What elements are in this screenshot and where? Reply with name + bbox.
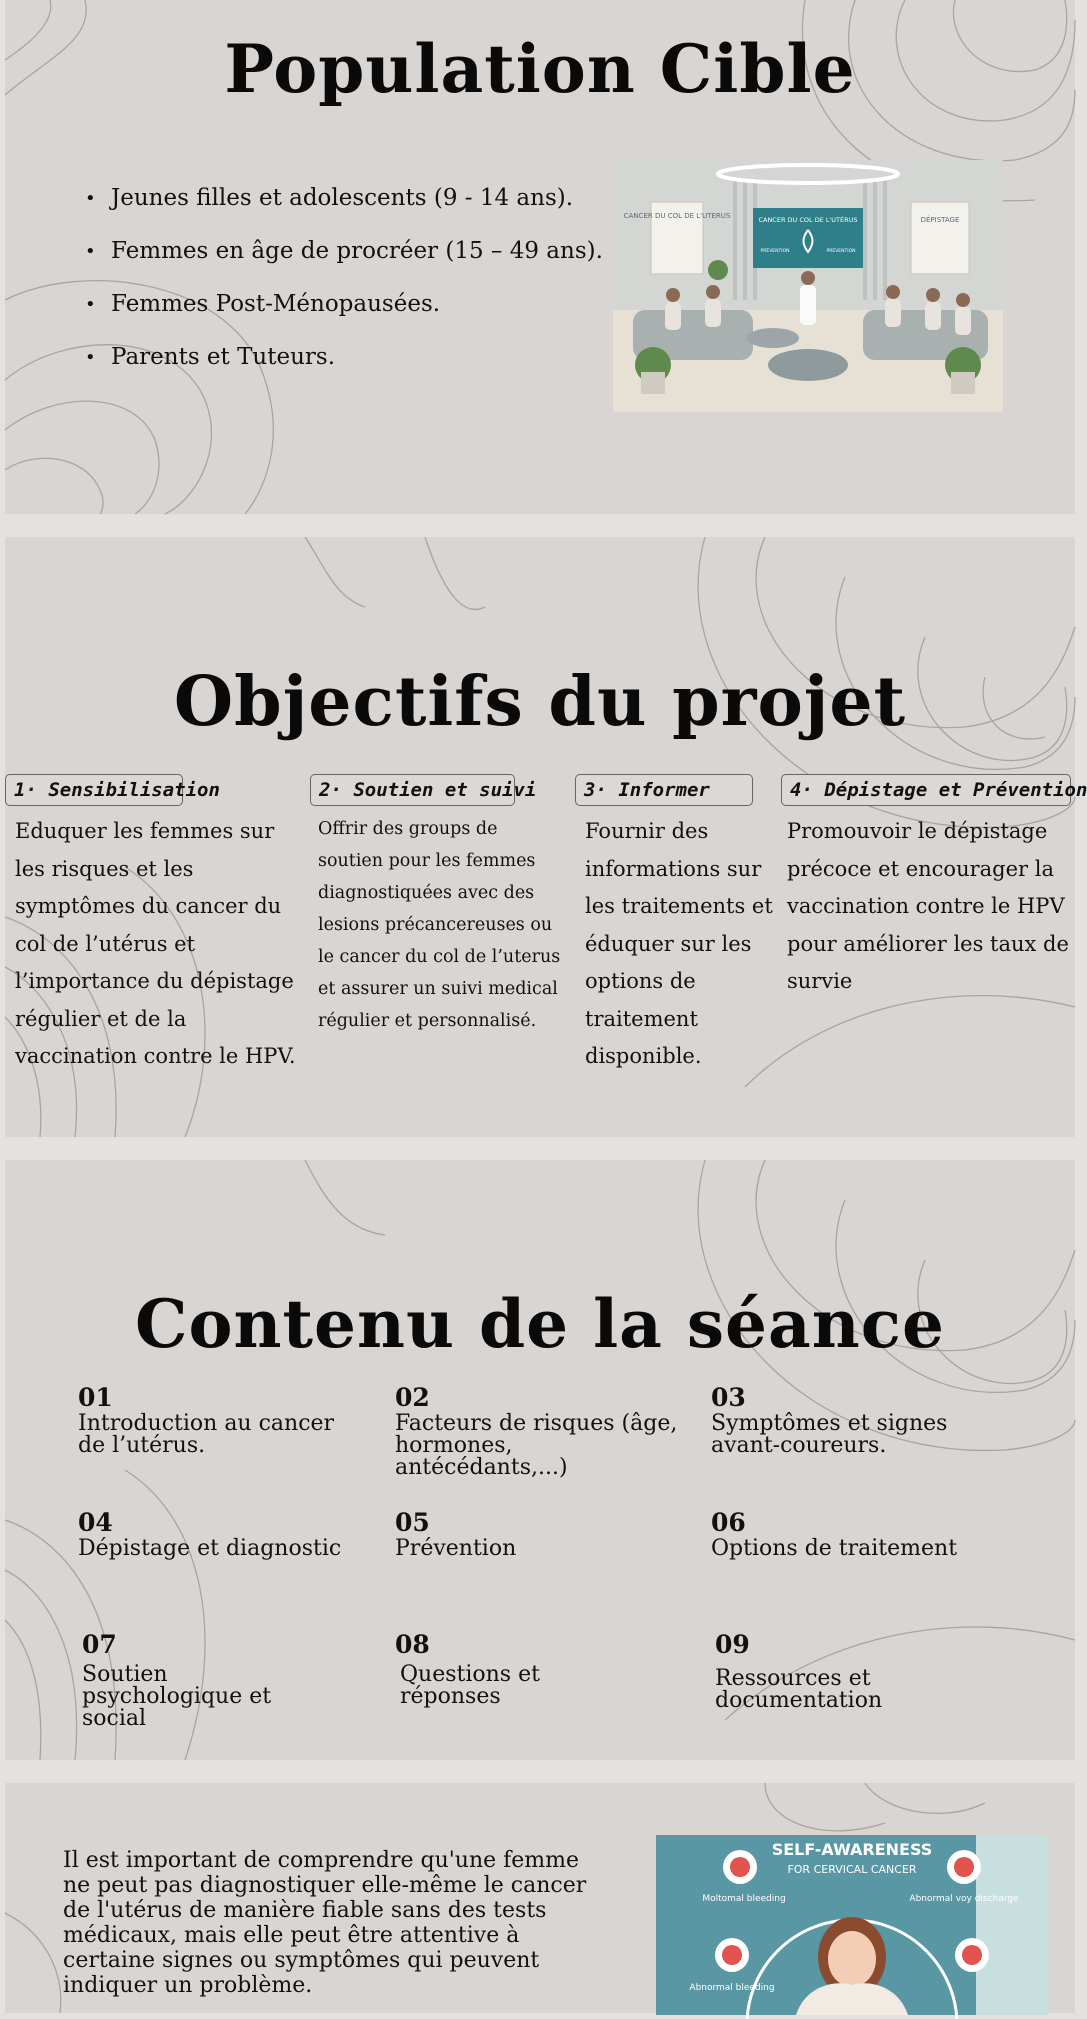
objective-text-soutien: Offrir des groups de soutien pour les femmes diagnostiquées avec des lesions précancereuses ou le cancer du col de l’uterus et assurer un suivi medical régulier et personnalisé. bbox=[318, 819, 561, 1031]
content-item-09 bbox=[715, 1630, 955, 1712]
item-text: Introduction au cancer de l’utérus. bbox=[78, 1411, 335, 1458]
infographic-illustration bbox=[656, 1835, 1048, 2015]
item-text: Questions et réponses bbox=[400, 1662, 540, 1709]
content-item-02 bbox=[395, 1383, 685, 1479]
svg-text:CANCER DU COL DE L'UTERUS: CANCER DU COL DE L'UTERUS bbox=[623, 212, 731, 220]
section-title: Contenu de la séance bbox=[135, 1285, 945, 1363]
item-text: Ressources et documentation bbox=[715, 1666, 883, 1713]
target-population-list bbox=[85, 172, 603, 384]
item-number: 04 bbox=[78, 1508, 113, 1537]
svg-text:Abnormal voy discharge: Abnormal voy discharge bbox=[909, 1894, 1019, 1904]
item-number: 05 bbox=[395, 1508, 430, 1537]
objective-heading-depistage: 4· Dépistage et Prévention bbox=[781, 774, 1071, 806]
item-number: 02 bbox=[395, 1383, 430, 1412]
content-item-01 bbox=[78, 1383, 358, 1457]
svg-text:PRÉVENTION: PRÉVENTION bbox=[826, 249, 856, 254]
list-item: • Femmes en âge de procréer (15 – 49 ans). bbox=[111, 225, 603, 278]
item-number: 09 bbox=[715, 1630, 750, 1659]
self-awareness-infographic bbox=[656, 1835, 1048, 2015]
svg-text:PRÉVENTION: PRÉVENTION bbox=[760, 249, 790, 254]
item-text: Soutien psychologique et social bbox=[82, 1662, 272, 1731]
svg-text:DÉPISTAGE: DÉPISTAGE bbox=[920, 216, 960, 224]
item-text: Prévention bbox=[395, 1536, 517, 1561]
item-number: 07 bbox=[82, 1630, 117, 1659]
list-item: • Femmes Post-Ménopausées. bbox=[111, 278, 603, 331]
objective-text-depistage: Promouvoir le dépistage précoce et encourager la vaccination contre le HPV pour améliorer les taux de survie bbox=[787, 819, 1069, 993]
objective-text-sensibilisation: Eduquer les femmes sur les risques et les symptômes du cancer du col de l’utérus et l’importance du dépistage régulier et de la vaccination contre le HPV. bbox=[15, 819, 296, 1068]
objective-heading-informer: 3· Informer bbox=[575, 774, 753, 806]
content-item-05 bbox=[395, 1508, 685, 1560]
svg-text:FOR CERVICAL CANCER: FOR CERVICAL CANCER bbox=[787, 1863, 917, 1876]
objective-text-informer: Fournir des informations sur les traitements et éduquer sur les options de traitement disponible. bbox=[585, 819, 773, 1068]
content-item-06 bbox=[711, 1508, 1011, 1560]
item-text: Facteurs de risques (âge, hormones, antécédants,...) bbox=[395, 1411, 678, 1480]
item-number: 08 bbox=[395, 1630, 430, 1659]
item-text: Symptômes et signes avant-coureurs. bbox=[711, 1411, 948, 1458]
svg-text:SELF-AWARENESS: SELF-AWARENESS bbox=[771, 1840, 933, 1859]
item-text: Options de traitement bbox=[711, 1536, 958, 1561]
svg-text:CANCER DU COL DE L'UTÉRUS: CANCER DU COL DE L'UTÉRUS bbox=[758, 216, 858, 224]
slide-population-cible bbox=[5, 0, 1075, 514]
content-item-04 bbox=[78, 1508, 378, 1560]
item-text: Dépistage et diagnostic bbox=[78, 1536, 342, 1561]
content-item-03 bbox=[711, 1383, 991, 1457]
section-title: Objectifs du projet bbox=[173, 662, 907, 742]
list-item: • Jeunes filles et adolescents (9 - 14 ans). bbox=[111, 172, 603, 225]
awareness-paragraph: Il est important de comprendre qu'une femme ne peut pas diagnostiquer elle-même le cancer de l'utérus de manière fiable sans des tests médicaux, mais elle peut être attentive à certaine signes ou symptômes qui peuvent indiquer un problème. bbox=[63, 1848, 587, 1998]
content-item-07 bbox=[82, 1630, 312, 1730]
item-number: 01 bbox=[78, 1383, 113, 1412]
list-item: • Parents et Tuteurs. bbox=[111, 331, 603, 384]
page-title: Population Cible bbox=[224, 30, 856, 108]
item-number: 06 bbox=[711, 1508, 746, 1537]
content-item-08 bbox=[395, 1630, 595, 1708]
svg-text:Abnormal bleeding: Abnormal bleeding bbox=[689, 1983, 775, 1993]
objective-heading-soutien: 2· Soutien et suivi bbox=[310, 774, 515, 806]
clinic-illustration bbox=[613, 160, 1003, 412]
objective-heading-sensibilisation: 1· Sensibilisation bbox=[5, 774, 183, 806]
slide-objectifs bbox=[5, 537, 1087, 1137]
item-number: 03 bbox=[711, 1383, 746, 1412]
slide-contenu bbox=[5, 1160, 1075, 1760]
svg-text:Moltomal bleeding: Moltomal bleeding bbox=[702, 1894, 786, 1904]
clinic-waiting-room-image bbox=[613, 160, 1003, 412]
slide-self-awareness bbox=[5, 1783, 1075, 2013]
